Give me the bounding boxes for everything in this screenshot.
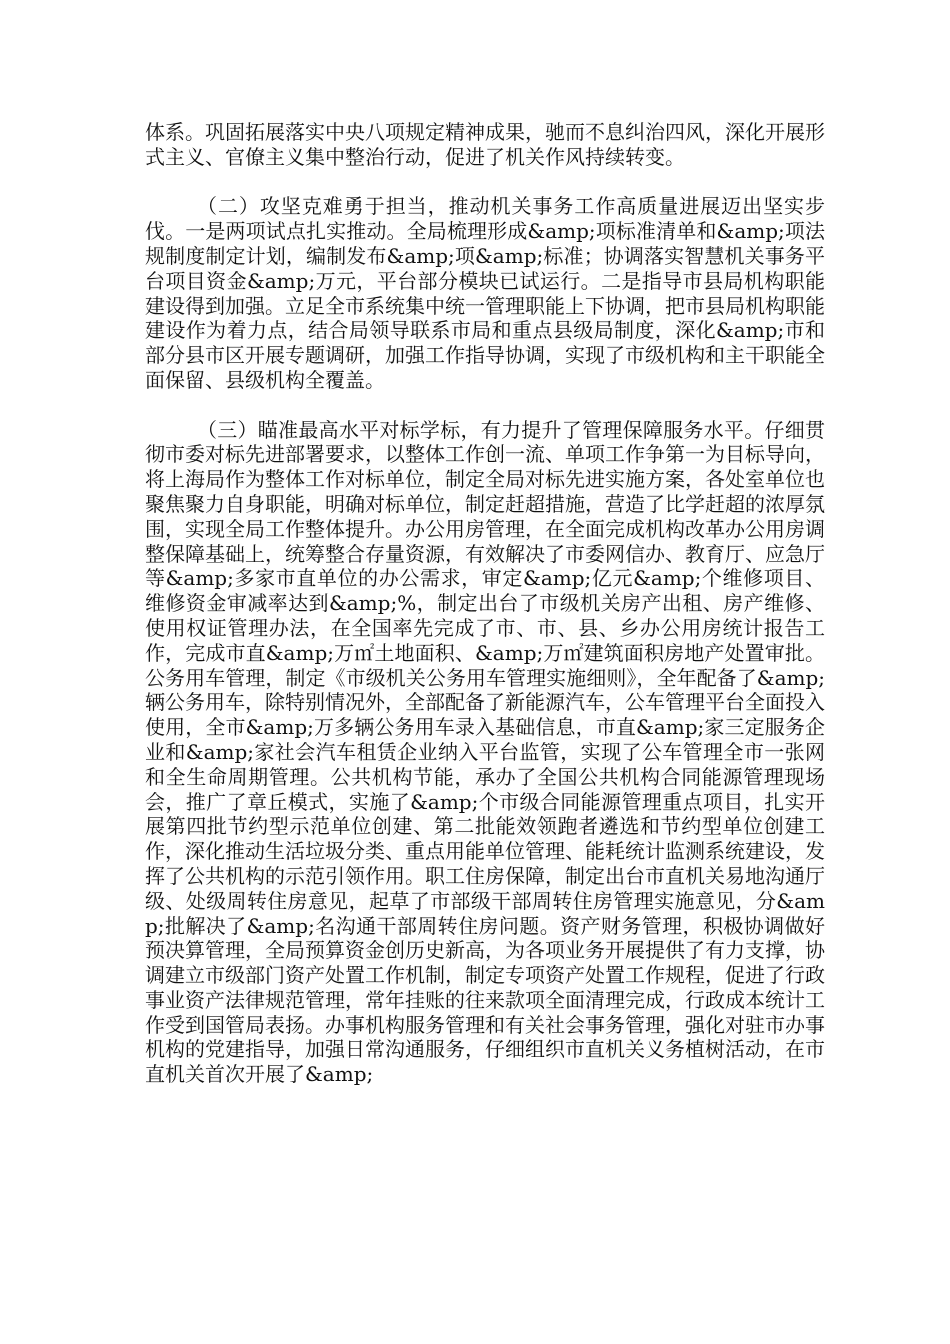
paragraph-continuation: 体系。巩固拓展落实中央八项规定精神成果，驰而不息纠治四风，深化开展形式主义、官僚主义集中整治行动，促进了机关作风持续转变。 — [145, 120, 825, 169]
paragraph-section-two: （二）攻坚克难勇于担当，推动机关事务工作高质量进展迈出坚实步伐。一是两项试点扎实推动。全局梳理形成&amp;项标准清单和&amp;项法规制度制定计划，编制发布&amp;项&amp;标准；协调落实智慧机关事务平台项目资金&amp;万元，平台部分模块已试运行。二是指导市县局机构职能建设得到加强。立足全市系统集中统一管理职能上下协调，把市县局机构职能建设作为着力点，结合局领导联系市局和重点县级局制度，深化&amp;市和部分县市区开展专题调研，加强工作指导协调，实现了市级机构和主干职能全面保留、县级机构全覆盖。 — [145, 194, 825, 392]
paragraph-section-three: （三）瞄准最高水平对标学标，有力提升了管理保障服务水平。仔细贯彻市委对标先进部署要求，以整体工作创一流、单项工作争第一为目标导向，将上海局作为整体工作对标单位，制定全局对标先进实施方案，各处室单位也聚焦聚力自身职能，明确对标单位，制定赶超措施，营造了比学赶超的浓厚氛围，实现全局工作整体提升。办公用房管理，在全面完成机构改革办公用房调整保障基础上，统筹整合存量资源，有效解决了市委网信办、教育厅、应急厅等&amp;多家市直单位的办公需求，审定&amp;亿元&amp;个维修项目、维修资金审减率达到&amp;%，制定出台了市级机关房产出租、房产维修、使用权证管理办法，在全国率先完成了市、市、县、乡办公用房统计报告工作，完成市直&amp;万㎡土地面积、&amp;万㎡建筑面积房地产处置审批。公务用车管理，制定《市级机关公务用车管理实施细则》，全年配备了&amp;辆公务用车，除特别情况外，全部配备了新能源汽车，公车管理平台全面投入使用，全市&amp;万多辆公务用车录入基础信息，市直&amp;家三定服务企业和&amp;家社会汽车租赁企业纳入平台监管，实现了公车管理全市一张网和全生命周期管理。公共机构节能，承办了全国公共机构合同能源管理现场会，推广了章丘模式，实施了&amp;个市级合同能源管理重点项目，扎实开展第四批节约型示范单位创建、第二批能效领跑者遴选和节约型单位创建工作，深化推动生活垃圾分类、重点用能单位管理、能耗统计监测系统建设，发挥了公共机构的示范引领作用。职工住房保障，制定出台市直机关易地沟通厅级、处级周转住房意见，起草了市部级干部周转住房管理实施意见，分&amp;批解决了&amp;名沟通干部周转住房问题。资产财务管理，积极协调做好预决算管理，全局预算资金创历史新高，为各项业务开展提供了有力支撑，协调建立市级部门资产处置工作机制，制定专项资产处置工作规程，促进了行政事业资产法律规范管理，常年挂账的往来款项全面清理完成，行政成本统计工作受到国管局表扬。办事机构服务管理和有关社会事务管理，强化对驻市办事机构的党建指导，加强日常沟通服务，仔细组织市直机关义务植树活动，在市直机关首次开展了&amp; — [145, 417, 825, 1087]
document-body — [145, 120, 825, 1112]
